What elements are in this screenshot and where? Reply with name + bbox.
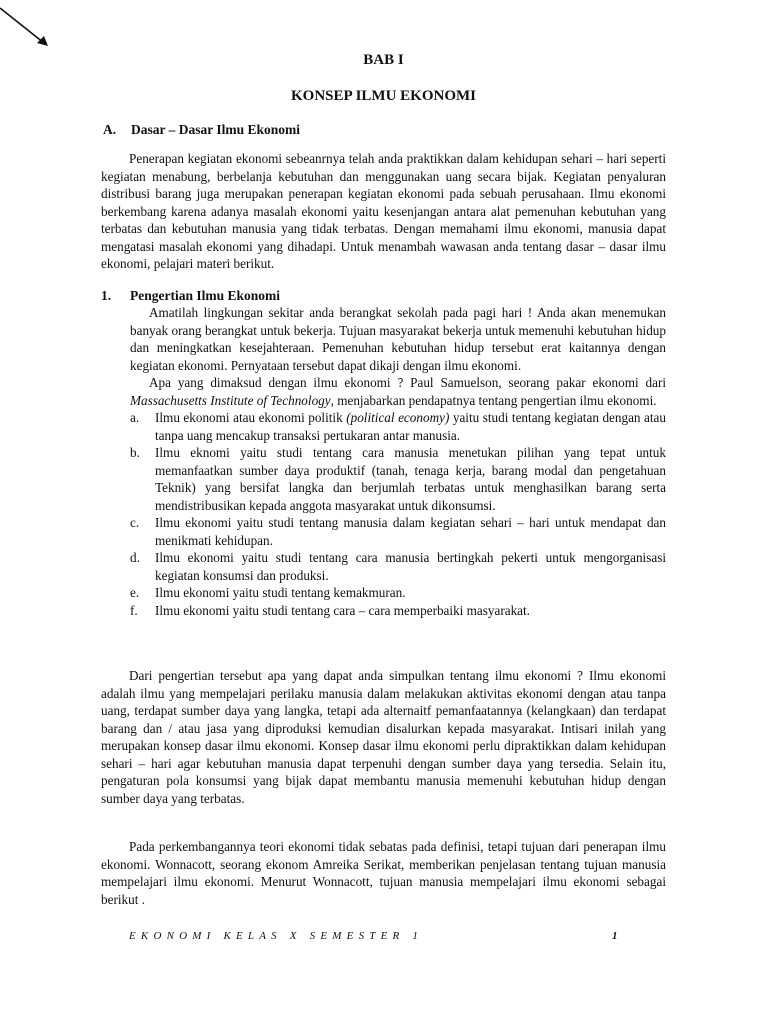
list-item: [130, 549, 666, 584]
text-run: Ilmu ekonomi yaitu studi tentang manusia dalam kegiatan sehari – hari untuk mendapat dan menikmati kehidupan.: [155, 515, 666, 548]
list-marker: e.: [130, 585, 140, 600]
text-run: Ilmu ekonomi yaitu studi tentang cara manusia bertingkah pekerti untuk mengorganisasi kegiatan konsumsi dan produksi.: [155, 550, 666, 583]
list-marker: d.: [130, 550, 140, 565]
text-run: , menjabarkan pendapatnya tentang pengertian ilmu ekonomi.: [330, 392, 657, 408]
development-paragraph: [101, 838, 666, 908]
list-marker: c.: [130, 515, 140, 530]
arrow-down-right-icon: [0, 0, 56, 52]
page-number: 1: [612, 930, 618, 942]
list-item: [130, 584, 666, 602]
intro-paragraph: [101, 150, 666, 273]
list-item: [130, 602, 666, 620]
paragraph: Dari pengertian tersebut apa yang dapat anda simpulkan tentang ilmu ekonomi ? Ilmu ekonomi adalah ilmu yang mempelajari perilaku manusia dalam melakukan aktivitas ekonomi dengan atau tanpa uang, terdapat sumber daya yang langka, tetapi ada alternaitf pemanfaatannya (kelangkaan) dan terdapat barang dan / atau jasa yang diproduksi kemudian disalurkan kepada masyarakat. Intisari inilah yang merupakan konsep dasar ilmu ekonomi. Konsep dasar ilmu ekonomi perlu dipraktikkan dalam kehidupan sehari – hari agar kebutuhan manusia dapat terpenuhi dengan sumber daya yang tersedia. Selain itu, pengaturan pola konsumsi yang bijak dapat membantu manusia memenuhi kebutuhan hidup dengan sumber daya yang terbatas.: [101, 668, 666, 806]
section-heading-a: [103, 121, 300, 139]
subsection-heading-1: [101, 287, 280, 305]
list-item: [130, 514, 666, 549]
definition-list: [130, 409, 666, 619]
italic-run: (political economy): [346, 410, 450, 425]
text-run: yaitu studi tentang kegiatan dengan atau tanpa uang mencakup transaksi pertukaran antar manusia.: [155, 410, 667, 443]
chapter-title: KONSEP ILMU EKONOMI: [290, 88, 477, 104]
subsection-label: 1.: [101, 288, 112, 303]
list-marker: f.: [130, 602, 138, 618]
conclusion-paragraph: [101, 667, 666, 807]
text-run: Ilmu ekonomi yaitu studi tentang cara – cara memperbaiki masyarakat.: [155, 602, 530, 618]
paragraph: [130, 374, 666, 409]
section-label: A.: [103, 122, 117, 137]
section-title: Dasar – Dasar Ilmu Ekonomi: [131, 122, 301, 137]
text-run: Ilmu ekonomi yaitu studi tentang kemakmuran.: [155, 585, 406, 600]
page-footer: EKONOMI KELAS X SEMESTER 1: [129, 930, 424, 942]
list-item: [130, 409, 666, 444]
text-run: Ilmu ekonomi atau ekonomi politik: [155, 410, 347, 425]
list-marker: b.: [130, 445, 140, 460]
chapter-label: BAB I: [363, 52, 404, 68]
text-run: Ilmu eknomi yaitu studi tentang cara manusia menetukan pilihan yang tepat untuk memanfaatkan sumber daya produktif (tanah, tenaga kerja, barang modal dan pengetahuan Teknik) yang bersifat langka dan berjumlah terbatas untuk menghasilkan barang serta mendistribusikan kepada anggota masyarakat untuk dikonsumsi.: [155, 445, 666, 513]
text-run: Apa yang dimaksud dengan ilmu ekonomi ? Paul Samuelson, seorang pakar ekonomi dari: [149, 375, 666, 390]
paragraph: Amatilah lingkungan sekitar anda berangkat sekolah pada pagi hari ! Anda akan menemukan banyak orang berangkat untuk bekerja. Tujuan masyarakat bekerja untuk memenuhi kebutuhan hidup dan meningkatkan kesejahteraan. Pemenuhan kebutuhan hidup tersebut erat kaitannya dengan kegiatan ekonomi. Pernyataan tersebut dapat dikaji dengan ilmu ekonomi.: [130, 305, 666, 373]
list-marker: a.: [130, 410, 140, 425]
paragraph: Pada perkembangannya teori ekonomi tidak sebatas pada definisi, tetapi tujuan dari penerapan ilmu ekonomi. Wonnacott, seorang ekonom Amreika Serikat, memberikan penjelasan tentang tujuan manusia mempelajari ilmu ekonomi. Menurut Wonnacott, tujuan manusia mempelajari ilmu ekonomi sebagai berikut .: [101, 839, 666, 907]
list-item: [130, 444, 666, 514]
subsection-body: [130, 304, 666, 619]
subsection-title: Pengertian Ilmu Ekonomi: [130, 288, 281, 303]
italic-run: Massachusetts Institute of Technology: [130, 392, 331, 408]
paragraph: Penerapan kegiatan ekonomi sebeanrnya telah anda praktikkan dalam kehidupan sehari – hari seperti kegiatan menabung, berbelanja kebutuhan dan menggunakan uang secara bijak. Kegiatan penyaluran distribusi barang juga merupakan penerapan kegiatan ekonomi pada sebuah perusahaan. Ilmu ekonomi berkembang karena adanya masalah ekonomi yaitu kesenjangan antara alat pemenuhan kebutuhan yang terbatas dan kebutuhan manusia yang tidak terbatas. Dengan memahami ilmu ekonomi, manusia dapat mengatasi masalah ekonomi yang dihadapi. Untuk menambah wawasan anda tentang dasar – dasar ilmu ekonomi, pelajari materi berikut.: [101, 151, 666, 271]
